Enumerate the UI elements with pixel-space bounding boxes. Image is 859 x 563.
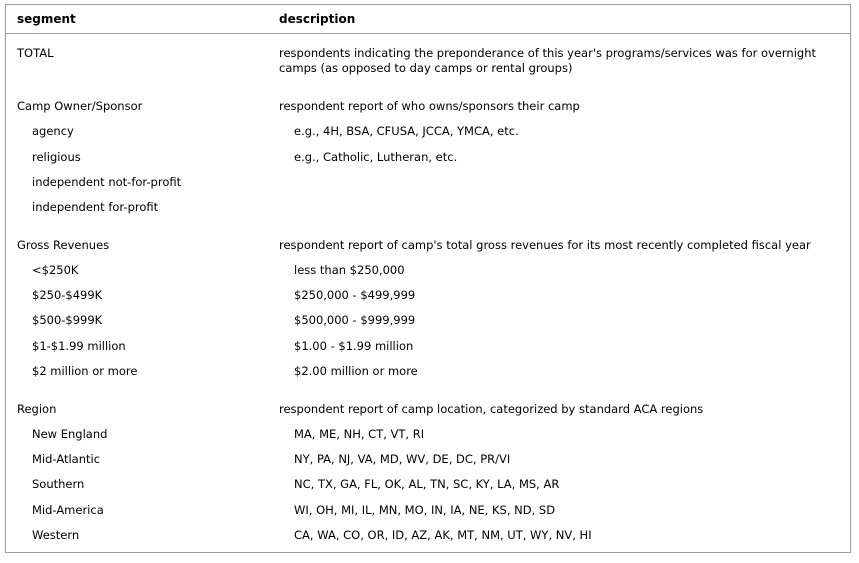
segment-western: Western: [32, 528, 80, 542]
description-rev-2: $250,000 - $499,999: [294, 288, 416, 302]
description-new-england: MA, ME, NH, CT, VT, RI: [294, 427, 425, 441]
segment-mid-atlantic: Mid-Atlantic: [32, 452, 101, 466]
description-mid-america: WI, OH, MI, IL, MN, MO, IN, IA, NE, KS, ND, SD: [294, 503, 556, 517]
description-mid-atlantic: NY, PA, NJ, VA, MD, WV, DE, DC, PR/VI: [294, 452, 511, 466]
description-agency: e.g., 4H, BSA, CFUSA, JCCA, YMCA, etc.: [294, 124, 519, 138]
description-religious: e.g., Catholic, Lutheran, etc.: [294, 150, 458, 164]
segment-southern: Southern: [32, 477, 85, 491]
header-description: description: [279, 12, 356, 26]
segment-owner: Camp Owner/Sponsor: [17, 99, 143, 113]
description-rev-1: less than $250,000: [294, 263, 405, 277]
segment-rev-2: $250-$499K: [32, 288, 103, 302]
description-southern: NC, TX, GA, FL, OK, AL, TN, SC, KY, LA, MS, AR: [294, 477, 560, 491]
description-total: respondents indicating the preponderance of this year's programs/services was for overnight camps (as opposed to day camps or rental groups): [279, 46, 817, 75]
description-rev-3: $500,000 - $999,999: [294, 313, 416, 327]
description-western: CA, WA, CO, OR, ID, AZ, AK, MT, NM, UT, WY, NV, HI: [294, 528, 592, 542]
segment-total: TOTAL: [17, 46, 54, 60]
header-segment: segment: [17, 12, 76, 26]
segment-rev-5: $2 million or more: [32, 364, 138, 378]
segment-region: Region: [17, 402, 57, 416]
segment-independent-fp: independent for-profit: [32, 200, 159, 214]
description-revenue: respondent report of camp's total gross revenues for its most recently completed fiscal year: [279, 238, 811, 252]
description-rev-4: $1.00 - $1.99 million: [294, 339, 414, 353]
segment-mid-america: Mid-America: [32, 503, 104, 517]
segment-rev-3: $500-$999K: [32, 313, 103, 327]
segment-table: [5, 4, 851, 553]
segment-rev-1: <$250K: [32, 263, 79, 277]
table-header: [6, 5, 850, 34]
segment-religious: religious: [32, 150, 81, 164]
description-owner: respondent report of who owns/sponsors their camp: [279, 99, 580, 113]
segment-revenue: Gross Revenues: [17, 238, 110, 252]
segment-rev-4: $1-$1.99 million: [32, 339, 126, 353]
description-rev-5: $2.00 million or more: [294, 364, 418, 378]
segment-agency: agency: [32, 124, 74, 138]
segment-independent-nfp: independent not-for-profit: [32, 175, 182, 189]
description-region: respondent report of camp location, categorized by standard ACA regions: [279, 402, 704, 416]
segment-new-england: New England: [32, 427, 108, 441]
